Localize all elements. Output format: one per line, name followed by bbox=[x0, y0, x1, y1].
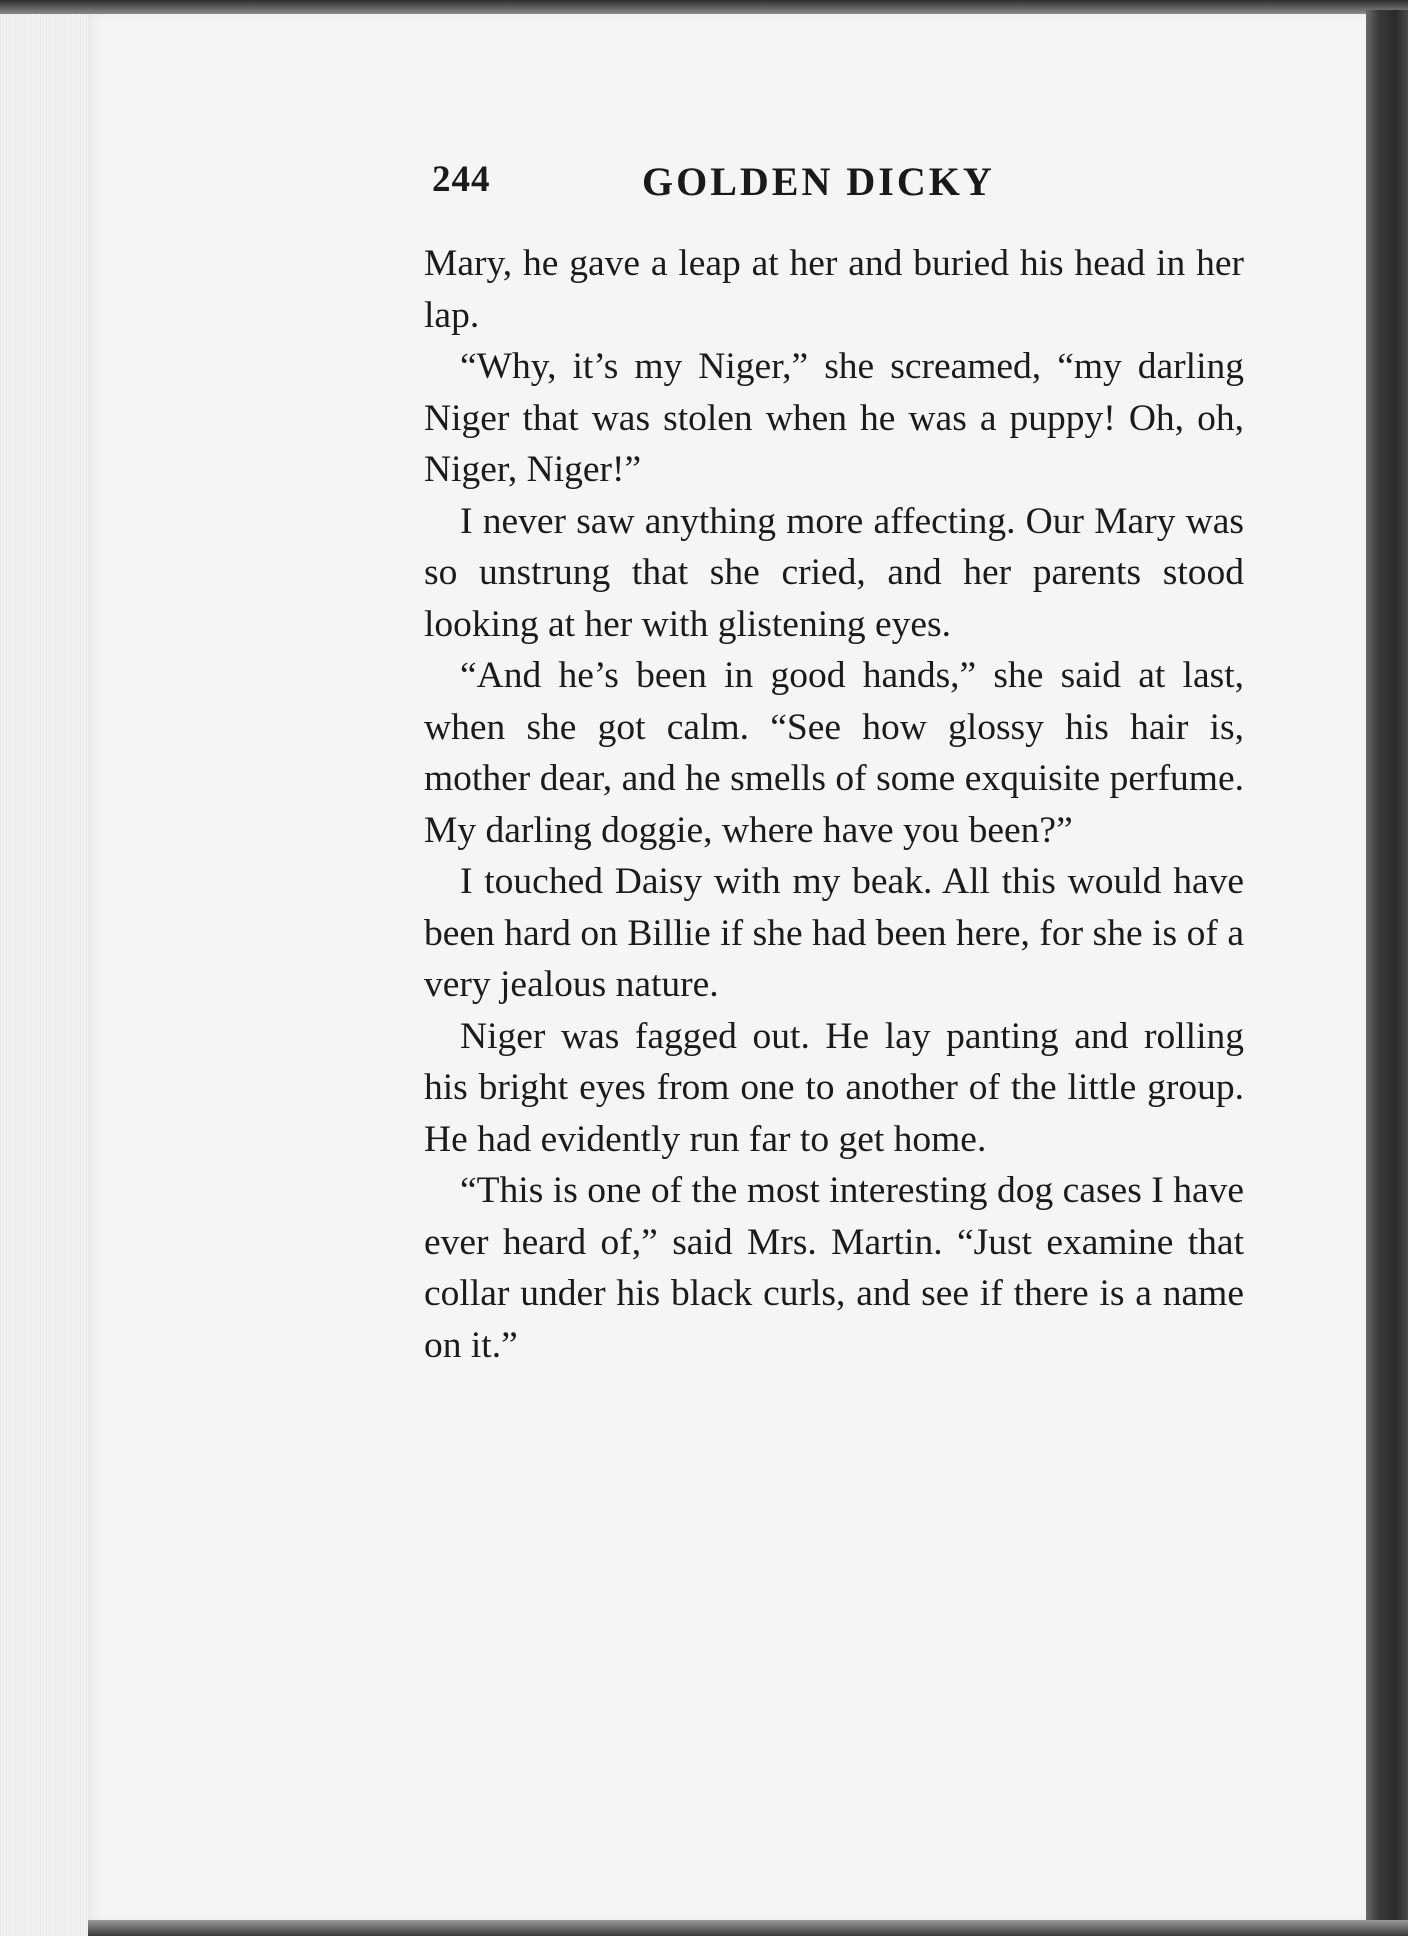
paragraph: “And he’s been in good hands,” she said at last, when she got calm. “See how glossy his hair is, mother dear, and he smells of some exquisite perfume. My darling doggie, where have you been?” bbox=[424, 655, 1244, 851]
paragraph: I never saw anything more affecting. Our Mary was so unstrung that she cried, and her parents stood looking at her with glistening eyes. bbox=[424, 500, 1244, 645]
running-title: GOLDEN DICKY bbox=[642, 159, 995, 204]
cover-edge bbox=[1366, 10, 1408, 1928]
page-number: 244 bbox=[432, 159, 491, 200]
paragraph: I touched Daisy with my beak. All this would have been hard on Billie if she had been here, for she is of a very jealous nature. bbox=[424, 861, 1244, 1005]
bottom-board-edge bbox=[88, 1920, 1408, 1936]
paragraph: “This is one of the most interesting dog cases I have ever heard of,” said Mrs. Martin. “Just examine that collar under his black curls, and see if there is a name on it.” bbox=[424, 1170, 1244, 1366]
page-edges bbox=[0, 0, 100, 1936]
body-text bbox=[424, 238, 1244, 1371]
top-board-edge bbox=[0, 0, 1408, 14]
paragraph: Mary, he gave a leap at her and buried his head in her lap. bbox=[424, 243, 1244, 336]
running-header bbox=[432, 158, 1052, 218]
paragraph: Niger was fagged out. He lay panting and rolling his bright eyes from one to another of the little group. He had evidently run far to get home. bbox=[424, 1015, 1244, 1160]
paragraph: “Why, it’s my Niger,” she screamed, “my darling Niger that was stolen when he was a puppy! Oh, oh, Niger, Niger!” bbox=[424, 346, 1244, 490]
